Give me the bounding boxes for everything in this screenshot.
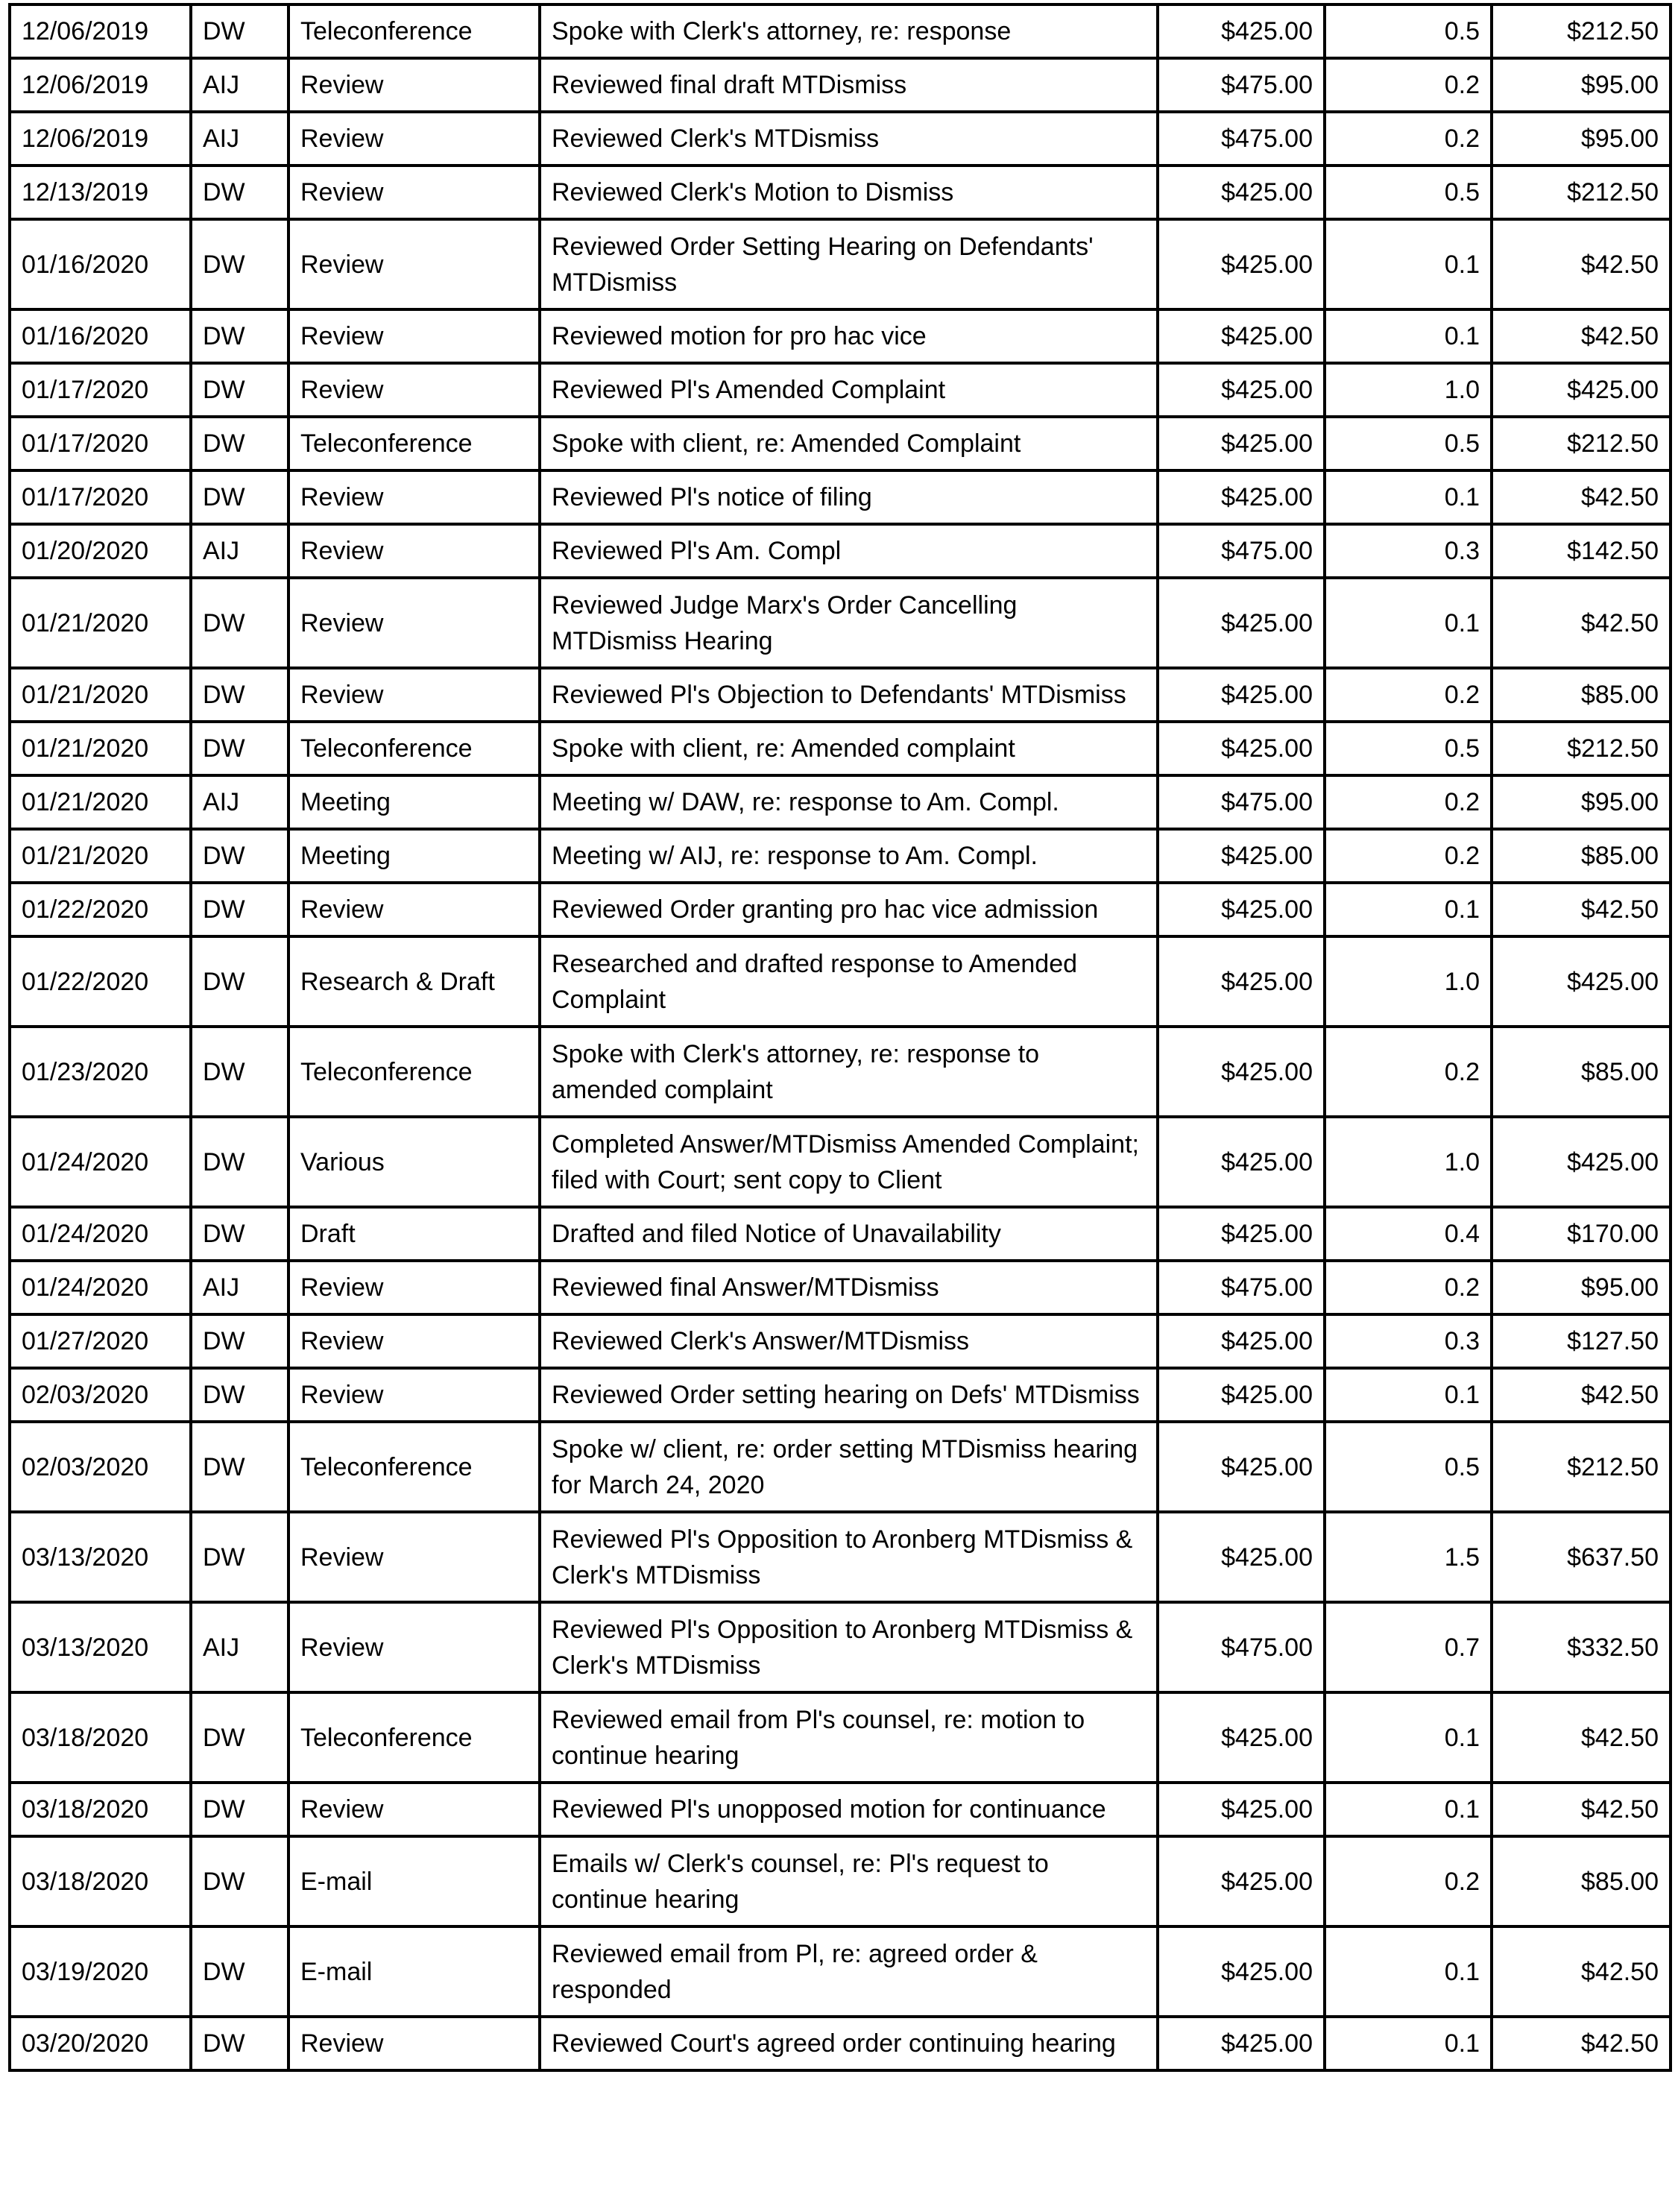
entry-description: Completed Answer/MTDismiss Amended Complaint; filed with Court; sent copy to Client	[540, 1117, 1158, 1207]
entry-attorney: DW	[191, 309, 288, 363]
entry-category: Review	[288, 578, 540, 668]
entry-date: 03/18/2020	[10, 1836, 191, 1926]
entry-amount: $212.50	[1492, 4, 1671, 58]
entry-date: 12/06/2019	[10, 112, 191, 166]
entry-description: Meeting w/ DAW, re: response to Am. Compl.	[540, 775, 1158, 829]
entry-category: Review	[288, 309, 540, 363]
entry-category: Teleconference	[288, 417, 540, 470]
entry-hours: 0.4	[1325, 1207, 1492, 1261]
entry-rate: $425.00	[1158, 1692, 1325, 1783]
entry-category: E-mail	[288, 1836, 540, 1926]
entry-date: 02/03/2020	[10, 1422, 191, 1512]
entry-rate: $475.00	[1158, 112, 1325, 166]
entry-hours: 0.2	[1325, 1261, 1492, 1314]
entry-hours: 0.1	[1325, 470, 1492, 524]
entry-description: Drafted and filed Notice of Unavailability	[540, 1207, 1158, 1261]
entry-rate: $475.00	[1158, 1602, 1325, 1692]
entry-description: Reviewed Pl's Amended Complaint	[540, 363, 1158, 417]
entry-category: Review	[288, 1602, 540, 1692]
entry-amount: $85.00	[1492, 829, 1671, 883]
table-row	[10, 112, 1671, 166]
entry-date: 01/21/2020	[10, 775, 191, 829]
entry-description: Emails w/ Clerk's counsel, re: Pl's request to continue hearing	[540, 1836, 1158, 1926]
entry-hours: 1.0	[1325, 936, 1492, 1027]
entry-amount: $95.00	[1492, 58, 1671, 112]
entry-attorney: AIJ	[191, 58, 288, 112]
entry-date: 01/27/2020	[10, 1314, 191, 1368]
entry-amount: $212.50	[1492, 1422, 1671, 1512]
billing-table	[8, 3, 1672, 2072]
entry-description: Spoke w/ client, re: order setting MTDismiss hearing for March 24, 2020	[540, 1422, 1158, 1512]
entry-category: Review	[288, 1314, 540, 1368]
table-row	[10, 1314, 1671, 1368]
entry-date: 03/18/2020	[10, 1692, 191, 1783]
entry-description: Reviewed Pl's Opposition to Aronberg MTDismiss & Clerk's MTDismiss	[540, 1512, 1158, 1602]
entry-amount: $42.50	[1492, 309, 1671, 363]
entry-attorney: DW	[191, 578, 288, 668]
entry-description: Reviewed Pl's notice of filing	[540, 470, 1158, 524]
entry-date: 12/06/2019	[10, 4, 191, 58]
table-row	[10, 1602, 1671, 1692]
entry-amount: $42.50	[1492, 470, 1671, 524]
entry-description: Meeting w/ AIJ, re: response to Am. Compl.	[540, 829, 1158, 883]
entry-date: 01/21/2020	[10, 829, 191, 883]
entry-category: Teleconference	[288, 1027, 540, 1117]
entry-hours: 0.1	[1325, 883, 1492, 936]
entry-category: Teleconference	[288, 1422, 540, 1512]
entry-rate: $425.00	[1158, 578, 1325, 668]
entry-date: 01/21/2020	[10, 668, 191, 722]
entry-attorney: AIJ	[191, 775, 288, 829]
entry-attorney: DW	[191, 829, 288, 883]
entry-attorney: DW	[191, 1207, 288, 1261]
entry-attorney: DW	[191, 1692, 288, 1783]
entry-description: Reviewed Pl's Am. Compl	[540, 524, 1158, 578]
entry-description: Reviewed Court's agreed order continuing hearing	[540, 2017, 1158, 2070]
entry-amount: $170.00	[1492, 1207, 1671, 1261]
entry-attorney: AIJ	[191, 1261, 288, 1314]
entry-hours: 0.1	[1325, 578, 1492, 668]
entry-attorney: DW	[191, 1117, 288, 1207]
entry-date: 01/21/2020	[10, 578, 191, 668]
entry-amount: $95.00	[1492, 775, 1671, 829]
entry-attorney: DW	[191, 1422, 288, 1512]
entry-description: Researched and drafted response to Amended Complaint	[540, 936, 1158, 1027]
entry-amount: $42.50	[1492, 219, 1671, 309]
entry-amount: $425.00	[1492, 936, 1671, 1027]
entry-attorney: DW	[191, 4, 288, 58]
entry-description: Spoke with client, re: Amended Complaint	[540, 417, 1158, 470]
entry-description: Reviewed motion for pro hac vice	[540, 309, 1158, 363]
entry-attorney: DW	[191, 1926, 288, 2017]
table-row	[10, 829, 1671, 883]
entry-rate: $425.00	[1158, 1422, 1325, 1512]
entry-amount: $85.00	[1492, 1027, 1671, 1117]
entry-hours: 0.2	[1325, 829, 1492, 883]
entry-date: 03/13/2020	[10, 1602, 191, 1692]
entry-amount: $42.50	[1492, 2017, 1671, 2070]
entry-category: E-mail	[288, 1926, 540, 2017]
table-row	[10, 1207, 1671, 1261]
entry-hours: 0.2	[1325, 668, 1492, 722]
table-row	[10, 1117, 1671, 1207]
table-row	[10, 1422, 1671, 1512]
entry-hours: 0.2	[1325, 58, 1492, 112]
table-row	[10, 775, 1671, 829]
entry-date: 01/22/2020	[10, 936, 191, 1027]
entry-rate: $425.00	[1158, 1314, 1325, 1368]
entry-amount: $212.50	[1492, 166, 1671, 219]
entry-hours: 0.3	[1325, 1314, 1492, 1368]
entry-hours: 0.2	[1325, 1836, 1492, 1926]
entry-attorney: DW	[191, 1836, 288, 1926]
entry-date: 01/16/2020	[10, 309, 191, 363]
entry-date: 01/24/2020	[10, 1207, 191, 1261]
entry-rate: $425.00	[1158, 417, 1325, 470]
entry-category: Review	[288, 1368, 540, 1422]
entry-date: 01/17/2020	[10, 363, 191, 417]
entry-description: Reviewed email from Pl's counsel, re: motion to continue hearing	[540, 1692, 1158, 1783]
entry-category: Review	[288, 1783, 540, 1836]
table-row	[10, 309, 1671, 363]
entry-attorney: AIJ	[191, 524, 288, 578]
entry-description: Reviewed Clerk's MTDismiss	[540, 112, 1158, 166]
entry-hours: 0.1	[1325, 1783, 1492, 1836]
entry-date: 02/03/2020	[10, 1368, 191, 1422]
entry-attorney: DW	[191, 1783, 288, 1836]
entry-hours: 0.1	[1325, 1368, 1492, 1422]
entry-attorney: DW	[191, 1314, 288, 1368]
entry-date: 03/20/2020	[10, 2017, 191, 2070]
entry-hours: 0.2	[1325, 1027, 1492, 1117]
entry-date: 01/22/2020	[10, 883, 191, 936]
entry-hours: 0.7	[1325, 1602, 1492, 1692]
entry-category: Review	[288, 58, 540, 112]
entry-rate: $425.00	[1158, 309, 1325, 363]
entry-hours: 0.1	[1325, 1692, 1492, 1783]
entry-rate: $425.00	[1158, 1117, 1325, 1207]
entry-hours: 0.5	[1325, 4, 1492, 58]
entry-rate: $425.00	[1158, 2017, 1325, 2070]
entry-category: Review	[288, 1512, 540, 1602]
entry-hours: 1.5	[1325, 1512, 1492, 1602]
entry-date: 01/23/2020	[10, 1027, 191, 1117]
table-row	[10, 524, 1671, 578]
entry-description: Spoke with client, re: Amended complaint	[540, 722, 1158, 775]
table-row	[10, 1783, 1671, 1836]
entry-amount: $42.50	[1492, 1783, 1671, 1836]
table-row	[10, 883, 1671, 936]
entry-rate: $425.00	[1158, 1027, 1325, 1117]
entry-date: 01/17/2020	[10, 417, 191, 470]
entry-rate: $425.00	[1158, 1207, 1325, 1261]
entry-hours: 0.5	[1325, 417, 1492, 470]
entry-date: 01/16/2020	[10, 219, 191, 309]
entry-hours: 0.5	[1325, 166, 1492, 219]
entry-category: Review	[288, 524, 540, 578]
entry-description: Reviewed Clerk's Motion to Dismiss	[540, 166, 1158, 219]
entry-attorney: DW	[191, 1512, 288, 1602]
entry-category: Review	[288, 470, 540, 524]
table-row	[10, 1836, 1671, 1926]
entry-category: Teleconference	[288, 1692, 540, 1783]
entry-attorney: DW	[191, 363, 288, 417]
entry-rate: $475.00	[1158, 58, 1325, 112]
entry-amount: $212.50	[1492, 417, 1671, 470]
entry-hours: 0.1	[1325, 1926, 1492, 2017]
entry-category: Teleconference	[288, 4, 540, 58]
entry-attorney: DW	[191, 1368, 288, 1422]
entry-description: Reviewed Order Setting Hearing on Defendants' MTDismiss	[540, 219, 1158, 309]
entry-rate: $475.00	[1158, 775, 1325, 829]
entry-attorney: DW	[191, 417, 288, 470]
entry-date: 03/19/2020	[10, 1926, 191, 2017]
entry-rate: $425.00	[1158, 470, 1325, 524]
entry-category: Review	[288, 166, 540, 219]
entry-category: Review	[288, 112, 540, 166]
entry-description: Reviewed Pl's Objection to Defendants' MTDismiss	[540, 668, 1158, 722]
entry-attorney: AIJ	[191, 1602, 288, 1692]
entry-category: Teleconference	[288, 722, 540, 775]
entry-date: 01/24/2020	[10, 1261, 191, 1314]
table-row	[10, 417, 1671, 470]
entry-attorney: AIJ	[191, 112, 288, 166]
entry-category: Review	[288, 668, 540, 722]
entry-hours: 0.2	[1325, 775, 1492, 829]
entry-description: Reviewed final Answer/MTDismiss	[540, 1261, 1158, 1314]
entry-rate: $425.00	[1158, 4, 1325, 58]
table-row	[10, 166, 1671, 219]
entry-rate: $475.00	[1158, 524, 1325, 578]
entry-category: Review	[288, 363, 540, 417]
entry-rate: $425.00	[1158, 829, 1325, 883]
table-row	[10, 1261, 1671, 1314]
entry-rate: $425.00	[1158, 936, 1325, 1027]
entry-description: Spoke with Clerk's attorney, re: response to amended complaint	[540, 1027, 1158, 1117]
entry-amount: $95.00	[1492, 112, 1671, 166]
entry-date: 01/20/2020	[10, 524, 191, 578]
entry-description: Reviewed Order setting hearing on Defs' MTDismiss	[540, 1368, 1158, 1422]
entry-hours: 0.1	[1325, 219, 1492, 309]
table-row	[10, 2017, 1671, 2070]
entry-rate: $425.00	[1158, 363, 1325, 417]
entry-amount: $42.50	[1492, 883, 1671, 936]
entry-category: Review	[288, 1261, 540, 1314]
table-row	[10, 1926, 1671, 2017]
entry-description: Reviewed final draft MTDismiss	[540, 58, 1158, 112]
entry-hours: 0.1	[1325, 309, 1492, 363]
entry-hours: 0.3	[1325, 524, 1492, 578]
table-row	[10, 1692, 1671, 1783]
table-row	[10, 722, 1671, 775]
entry-category: Review	[288, 219, 540, 309]
entry-category: Various	[288, 1117, 540, 1207]
entry-amount: $127.50	[1492, 1314, 1671, 1368]
entry-amount: $85.00	[1492, 1836, 1671, 1926]
entry-attorney: DW	[191, 219, 288, 309]
entry-date: 03/18/2020	[10, 1783, 191, 1836]
entry-amount: $42.50	[1492, 1926, 1671, 2017]
entry-attorney: DW	[191, 668, 288, 722]
billing-ledger	[8, 3, 1672, 2072]
entry-category: Research & Draft	[288, 936, 540, 1027]
table-row	[10, 936, 1671, 1027]
entry-description: Reviewed Pl's Opposition to Aronberg MTDismiss & Clerk's MTDismiss	[540, 1602, 1158, 1692]
table-row	[10, 58, 1671, 112]
entry-rate: $425.00	[1158, 722, 1325, 775]
entry-rate: $425.00	[1158, 166, 1325, 219]
billing-table-body	[10, 4, 1671, 2070]
entry-category: Review	[288, 883, 540, 936]
entry-date: 01/21/2020	[10, 722, 191, 775]
entry-hours: 0.2	[1325, 112, 1492, 166]
entry-rate: $425.00	[1158, 1836, 1325, 1926]
table-row	[10, 470, 1671, 524]
entry-amount: $637.50	[1492, 1512, 1671, 1602]
entry-amount: $212.50	[1492, 722, 1671, 775]
entry-rate: $475.00	[1158, 1261, 1325, 1314]
entry-attorney: DW	[191, 936, 288, 1027]
entry-description: Reviewed Order granting pro hac vice admission	[540, 883, 1158, 936]
entry-attorney: DW	[191, 2017, 288, 2070]
entry-amount: $425.00	[1492, 1117, 1671, 1207]
entry-date: 12/13/2019	[10, 166, 191, 219]
entry-attorney: DW	[191, 1027, 288, 1117]
entry-amount: $95.00	[1492, 1261, 1671, 1314]
entry-hours: 0.5	[1325, 1422, 1492, 1512]
entry-date: 12/06/2019	[10, 58, 191, 112]
entry-amount: $42.50	[1492, 1692, 1671, 1783]
entry-rate: $425.00	[1158, 1783, 1325, 1836]
entry-hours: 1.0	[1325, 363, 1492, 417]
entry-rate: $425.00	[1158, 1926, 1325, 2017]
entry-attorney: DW	[191, 722, 288, 775]
entry-attorney: DW	[191, 883, 288, 936]
entry-category: Meeting	[288, 775, 540, 829]
entry-description: Spoke with Clerk's attorney, re: response	[540, 4, 1158, 58]
table-row	[10, 1368, 1671, 1422]
entry-description: Reviewed Pl's unopposed motion for continuance	[540, 1783, 1158, 1836]
entry-rate: $425.00	[1158, 883, 1325, 936]
table-row	[10, 1027, 1671, 1117]
table-row	[10, 363, 1671, 417]
entry-amount: $332.50	[1492, 1602, 1671, 1692]
table-row	[10, 1512, 1671, 1602]
entry-hours: 0.5	[1325, 722, 1492, 775]
entry-hours: 1.0	[1325, 1117, 1492, 1207]
entry-amount: $42.50	[1492, 578, 1671, 668]
entry-rate: $425.00	[1158, 1512, 1325, 1602]
entry-rate: $425.00	[1158, 1368, 1325, 1422]
entry-amount: $425.00	[1492, 363, 1671, 417]
entry-category: Meeting	[288, 829, 540, 883]
entry-amount: $85.00	[1492, 668, 1671, 722]
entry-category: Draft	[288, 1207, 540, 1261]
entry-description: Reviewed email from Pl, re: agreed order & responded	[540, 1926, 1158, 2017]
entry-rate: $425.00	[1158, 668, 1325, 722]
entry-rate: $425.00	[1158, 219, 1325, 309]
table-row	[10, 219, 1671, 309]
entry-date: 01/17/2020	[10, 470, 191, 524]
entry-attorney: DW	[191, 166, 288, 219]
entry-hours: 0.1	[1325, 2017, 1492, 2070]
entry-amount: $42.50	[1492, 1368, 1671, 1422]
entry-date: 03/13/2020	[10, 1512, 191, 1602]
entry-amount: $142.50	[1492, 524, 1671, 578]
entry-category: Review	[288, 2017, 540, 2070]
table-row	[10, 668, 1671, 722]
entry-attorney: DW	[191, 470, 288, 524]
entry-description: Reviewed Clerk's Answer/MTDismiss	[540, 1314, 1158, 1368]
table-row	[10, 578, 1671, 668]
table-row	[10, 4, 1671, 58]
entry-description: Reviewed Judge Marx's Order Cancelling MTDismiss Hearing	[540, 578, 1158, 668]
entry-date: 01/24/2020	[10, 1117, 191, 1207]
